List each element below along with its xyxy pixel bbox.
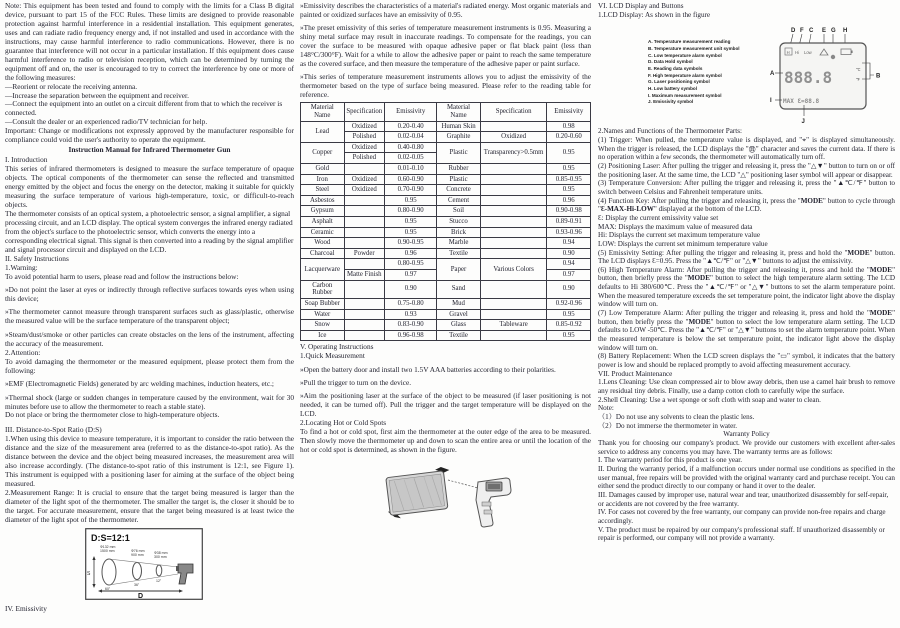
spot-inch-label: 36": [134, 582, 140, 587]
table-cell: 0.95: [547, 142, 591, 163]
table-cell: Oxidized: [344, 174, 385, 185]
spot-size-label: Φ76 mm: [131, 548, 145, 553]
paragraph: （1）Do not use any solvents to clean the plastic lens.: [598, 412, 755, 421]
table-cell: Snow: [301, 320, 345, 331]
paragraph: »The preset emissivity of this series of temperature measurement instruments is 0.95. Measuring a shiny metal surface may result in inaccurate readings. To compensate for the readings, you can cover the surface to be measured with opaque adhesive paper or flat black paint (less than 148°C/300°F). Wait for a while to allow the adhesive paper or paint to reach the same temperature as the covered surface, and then measure the temperature of the adhesive paper or paint surface.: [300, 23, 591, 68]
ds-ratio-label: D:S=12:1: [91, 532, 130, 543]
lcd-legend: [648, 39, 770, 106]
table-cell: Copper: [301, 142, 345, 163]
svg-text:A: A: [770, 71, 775, 78]
hi-alarm-icon: Hi: [795, 50, 799, 56]
table-cell: 0.95: [385, 227, 437, 238]
table-header-cell: Specification: [344, 102, 385, 121]
paragraph: V. The product must be repaired by our company's professional staff. If unauthorized disassembly or repair is performed, our company will not provide a warranty.: [598, 525, 885, 543]
table-cell: Transparency>0.5mm: [480, 142, 547, 163]
paragraph: Do not place or bring the thermometer close to high-temperature objects.: [5, 410, 220, 420]
paragraph: —Consult the dealer or an experienced radio/TV technician for help.: [5, 117, 208, 127]
paragraph: (6) High Temperature Alarm: After pulling the trigger and releasing it, press and hold the "MODE" button, then briefly press the "MODE" button to select the high temperature alarm setting. The LCD defaults to Hi 380/600℃. Press the "▲℃/℉" or "△▼" buttons to set the alarm temperature point. When the measured temperature exceeds the set temperature point, the indicator light above the display window will turn on.: [598, 265, 895, 309]
table-cell: Tableware: [480, 320, 547, 331]
thermometer-gun-icon: [476, 478, 511, 527]
table-cell: 0.90-0.95: [385, 238, 437, 249]
section-heading: II. Safety Instructions: [5, 253, 69, 263]
paragraph: —Reorient or relocate the receiving antenna.: [5, 81, 138, 91]
table-row: [301, 185, 591, 196]
column-left: [5, 2, 294, 614]
table-cell: Soap Bubber: [301, 298, 345, 309]
celsius-unit-icon: ℃: [856, 67, 861, 73]
paragraph: (1) Trigger: When pulled, the temperature value is displayed, and "⌖" is displayed simultaneously. When the trigger is released, the LCD displays the "Ⓗ" character and saves the current data. If there is no operation within a few seconds, the thermometer will automatically turn off.: [598, 135, 895, 162]
table-row: [301, 330, 591, 341]
table-cell: 0.90: [547, 280, 591, 298]
table-cell: 0.95: [547, 330, 591, 341]
section-heading: VII. Product Maintenance: [598, 369, 673, 378]
table-cell: [480, 217, 547, 228]
table-cell: 0.70-0.90: [385, 185, 437, 196]
table-cell: 0.93: [385, 309, 437, 320]
paragraph: 2.Shell Cleaning: Use a wet sponge or soft cloth with soap and water to clean.: [598, 395, 821, 404]
table-cell: Steel: [301, 185, 345, 196]
table-cell: 0.90: [385, 280, 437, 298]
table-cell: 0.20-0.60: [547, 132, 591, 143]
table-cell: [344, 309, 385, 320]
table-cell: 0.93-0.96: [547, 227, 591, 238]
column-right: [598, 2, 895, 543]
paragraph: 2.Measurement Range: It is crucial to ensure that the target being measured is larger than the diameter of the light spot of the thermometer. The smaller the target is, the closer it should be to the target. For accurate measurement, ensure that the target being measured is at least twice the diameter of the light spot of the thermometer.: [5, 488, 294, 524]
paragraph: 1.Lens Cleaning: Use clean compressed air to blow away debris, then use a camel hair brush to remove any residual tiny debris. Finally, use a damp cotton cloth to carefully wipe the surface.: [598, 378, 895, 395]
paragraph: 2.Attention:: [5, 347, 41, 357]
ds-figure-canvas: [85, 528, 203, 600]
spot-dist-label: 900 mm: [131, 552, 144, 557]
table-cell: Polished: [344, 132, 385, 143]
svg-text:I: I: [770, 98, 772, 105]
lcd-figure-canvas: [770, 23, 888, 125]
table-cell: Rubber: [437, 163, 481, 174]
table-cell: Oxidized: [344, 121, 385, 132]
table-cell: [344, 259, 385, 270]
legend-item: I. Maximum measurement symbol: [648, 92, 722, 98]
legend-item: A. Temperature measurement reading: [648, 39, 731, 45]
table-cell: 0.90: [547, 248, 591, 259]
spot-inch-label: 60": [105, 586, 111, 591]
section-heading: VI. LCD Display and Buttons: [598, 2, 684, 10]
paragraph: Important: Change or modifications not expressly approved by the manufacturer responsible for compliance could void the user's authority to operate the equipment.: [5, 126, 294, 145]
table-row: [301, 259, 591, 270]
table-cell: Polished: [344, 153, 385, 164]
table-cell: [344, 238, 385, 249]
paragraph: (7) Low Temperature Alarm: After pulling the trigger and releasing it, press and hold the "MODE" button, then briefly press the "MODE" button to select the low temperature alarm setting. The LCD defaults to LOW -50℃. Press the "▲℃/℉" or "△▼" buttons to set the alarm temperature point. When the measured temperature is below the set temperature point, the indicator light above the display window will turn on.: [598, 309, 895, 352]
table-cell: 0.96: [385, 248, 437, 259]
spot-dist-label: 300 mm: [154, 554, 167, 559]
table-cell: Lacquerware: [301, 259, 345, 280]
table-row: [301, 206, 591, 217]
svg-text:S: S: [87, 570, 91, 577]
table-row: [301, 174, 591, 185]
table-cell: 0.96-0.98: [385, 330, 437, 341]
table-cell: 0.92-0.96: [547, 298, 591, 309]
paragraph: »EMF (Electromagnetic Fields) generated by arc welding machines, induction heaters, etc.;: [5, 379, 274, 389]
table-cell: [480, 238, 547, 249]
paragraph: To avoid damaging the thermometer or the measured equipment, please protect them from the following:: [5, 356, 294, 375]
paragraph: The thermometer consists of an optical system, a photoelectric sensor, a signal amplifier, a signal processing circuit, and an LCD display. The optical system converges the infrared energy radiated from the object's surface to the photoelectric sensor, which converts the energy into a corresponding electrical signal. This signal is then converted into a reading by the signal amplifier and signal processor circuit and displayed on the LCD.: [5, 208, 294, 254]
table-cell: 0.02-0.04: [385, 132, 437, 143]
table-cell: 0.95: [547, 185, 591, 196]
table-cell: Various Colors: [480, 259, 547, 280]
paragraph: »Do not point the laser at eyes or indirectly through reflective surfaces towards eyes when using this device;: [5, 285, 294, 303]
paragraph: LOW: Displays the current set minimum temperature value: [598, 239, 768, 248]
table-cell: [480, 206, 547, 217]
table-cell: Glass: [437, 320, 481, 331]
table-cell: [344, 320, 385, 331]
table-cell: 0.94: [547, 238, 591, 249]
legend-item: G. Laser positioning symbol: [648, 79, 710, 85]
paragraph: 1.Quick Measurement: [300, 351, 365, 361]
table-cell: 0.20-0.40: [385, 121, 437, 132]
paragraph: Thank you for choosing our company's product. We provide our customers with excellent after-sales service to address any concerns you may have. The warranty terms are as follows:: [598, 438, 895, 456]
paragraph: (3) Temperature Conversion: After pulling the trigger and releasing it, press the "▲℃/℉" button to switch between Celsius and Fahrenheit temperature units.: [598, 179, 895, 196]
table-cell: Charcoal: [301, 248, 345, 259]
paragraph: This series of infrared thermometers is designed to measure the surface temperature of opaque objects. The optical components of the thermometer can sense the reflected and transmitted energy emitted by the object and focus the energy on the detector, making it suitable for quickly measuring the surface temperature of various high-temperature, toxic, or difficult-to-reach objects.: [5, 164, 294, 209]
table-cell: Ice: [301, 330, 345, 341]
svg-text:E: E: [822, 28, 827, 35]
table-cell: 0.98: [547, 121, 591, 132]
scan-figure-canvas: [378, 458, 528, 532]
laser-positioning-icon: [831, 55, 835, 59]
table-cell: Mud: [437, 298, 481, 309]
paragraph: （2）Do not immerse the thermometer in water.: [598, 421, 738, 430]
paragraph: 2.Locating Hot or Cold Spots: [300, 418, 387, 428]
table-cell: [480, 195, 547, 206]
paragraph: »Steam/dust/smoke or other particles can create obstacles on the lens of the instrument, affecting the accuracy of the measurement.: [5, 329, 294, 348]
table-cell: Textile: [437, 248, 481, 259]
paragraph: (5) Emissivity Setting: After pulling the trigger and releasing it, press and hold the "MODE" button. The LCD displays Ɛ=0.95. Press the "▲℃/℉" or "△▼" buttons to adjust the emissivity.: [598, 248, 896, 266]
table-row: [301, 132, 591, 143]
svg-text:F: F: [800, 28, 804, 35]
table-cell: [344, 330, 385, 341]
temperature-reading: 888.8: [784, 68, 833, 88]
svg-text:C: C: [809, 28, 814, 35]
legend-item: E. Reading data symbols: [648, 65, 703, 71]
paragraph: »Open the battery door and install two 1.5V AAA batteries according to their polarities.: [300, 364, 556, 374]
table-cell: Oxidized: [344, 142, 385, 153]
paragraph: MAX: Displays the maximum value of measured data: [598, 222, 753, 231]
legend-item: C. Low temperature alarm symbol: [648, 52, 722, 58]
table-cell: [480, 185, 547, 196]
paragraph: »Pull the trigger to turn on the device.: [300, 378, 412, 387]
table-cell: Asbestos: [301, 195, 345, 206]
paragraph: II. During the warranty period, if a malfunction occurs under normal use conditions as specified in the user manual, free repairs will be provided with the original warranty card and purchase receipt. You can either send the product directly to our company or hand it over to the dealer.: [598, 464, 895, 491]
table-cell: 0.97: [385, 270, 437, 281]
table-cell: Iron: [301, 174, 345, 185]
paragraph: 1.When using this device to measure temperature, it is important to consider the ratio between the distance and the size of the measurement area (referred to as the distance-to-spot ratio). As the distance between the device and the object being measured increases, the measurement area will also increase accordingly. (The distance-to-spot ratio of this instrument is 12:1, see Figure 1). This instrument is equipped with a positioning laser for aiming at the surface of the object being measured.: [5, 434, 294, 489]
paragraph: To avoid potential harm to users, please read and follow the instructions below:: [5, 271, 239, 281]
table-row: [301, 163, 591, 174]
table-row: [301, 238, 591, 249]
table-row: [301, 298, 591, 309]
table-cell: [344, 206, 385, 217]
table-row: [301, 309, 591, 320]
table-cell: [480, 163, 547, 174]
paragraph: »Thermal shock (large or sudden changes in temperature caused by the environment, wait for 30 minutes before use to allow the thermometer to reach a stable state).: [5, 392, 294, 411]
emissivity-table: [300, 102, 591, 341]
table-cell: 0.89-0.91: [547, 217, 591, 228]
paragraph: (4) Function Key: After pulling the trigger and releasing it, press the "MODE" button to cycle through "Ɛ-MAX-Hi-LOW" displayed at the bottom of the LCD.: [598, 196, 895, 214]
table-cell: 0.80-0.90: [385, 206, 437, 217]
table-cell: Powder: [344, 248, 385, 259]
table-row: [301, 320, 591, 331]
table-cell: Plastic: [437, 142, 481, 163]
table-cell: Graphite: [437, 132, 481, 143]
table-cell: [480, 174, 547, 185]
table-cell: Matte Finish: [344, 270, 385, 281]
table-row: [301, 227, 591, 238]
laser-beam-line: [448, 480, 478, 488]
paragraph: »The thermometer cannot measure through transparent surfaces such as glass/plastic, otherwise the measured value will be the surface temperature of the transparent object;: [5, 307, 294, 326]
table-cell: 0.40-0.80: [385, 142, 437, 153]
table-cell: [480, 248, 547, 259]
table-cell: Stucco: [437, 217, 481, 228]
table-cell: Human Skin: [437, 121, 481, 132]
table-cell: [480, 309, 547, 320]
table-header-cell: Material Name: [437, 102, 481, 121]
table-cell: 0.97: [547, 270, 591, 281]
table-cell: 0.95: [385, 217, 437, 228]
paragraph: III. Damages caused by improper use, natural wear and tear, unauthorized disassembly for self-repair, or accidents are not covered by the free warranty.: [598, 490, 889, 508]
svg-text:G: G: [831, 28, 836, 35]
table-cell: [480, 298, 547, 309]
svg-text:D: D: [138, 592, 144, 600]
table-cell: [344, 195, 385, 206]
table-header-cell: Emissivity: [385, 102, 437, 121]
table-cell: 0.95: [547, 309, 591, 320]
table-row: [301, 248, 591, 259]
paragraph: »Emissivity describes the characteristics of a material's radiated energy. Most organic materials and painted or oxidized surfaces have an emissivity of 0.95.: [300, 1, 591, 19]
paragraph: »This series of temperature measurement instruments allows you to adjust the emissivity of the thermometer based on the type of surface being measured. Please refer to the reading table for reference.: [300, 72, 591, 100]
table-row: [301, 195, 591, 206]
paragraph: (8) Battery Replacement: When the LCD screen displays the "▭" symbol, it indicates that the battery power is low and should be replaced promptly to avoid affecting measurement accuracy.: [598, 352, 895, 370]
svg-text:B: B: [876, 73, 881, 80]
paragraph: 2.Names and Functions of the Thermometer Parts:: [598, 127, 743, 136]
svg-text:D: D: [791, 28, 796, 35]
legend-item: B. Temperature measurement unit symbol: [648, 45, 740, 51]
paragraph: I. The warranty period for this product is one year.: [598, 456, 743, 465]
table-row: [301, 142, 591, 153]
table-header-cell: Specification: [480, 102, 547, 121]
warranty-heading: Warranty Policy: [723, 430, 770, 439]
legend-item: F. High temperature alarm symbol: [648, 72, 722, 78]
table-cell: Plastic: [437, 174, 481, 185]
table-cell: [480, 330, 547, 341]
table-cell: Paper: [437, 259, 481, 280]
fahrenheit-unit-icon: ℉: [856, 77, 860, 83]
table-cell: Carbon Rubber: [301, 280, 345, 298]
svg-text:H: H: [786, 50, 790, 56]
column-middle: [300, 2, 591, 537]
table-cell: [344, 227, 385, 238]
legend-item: J. Emissivity symbol: [648, 99, 694, 105]
paragraph: To find a hot or cold spot, first aim the thermometer at the outer edge of the area to be measured. Then slowly move the thermometer up and down to scan the entire area or until the location of the hot or cold spot is determined, as shown in the figure.: [300, 426, 591, 454]
table-cell: Oxidized: [480, 132, 547, 143]
table-cell: [480, 121, 547, 132]
spot-dist-label: 1500 mm: [100, 548, 115, 553]
table-cell: 0.60-0.90: [385, 174, 437, 185]
table-cell: Wood: [301, 238, 345, 249]
table-cell: Sand: [437, 280, 481, 298]
paragraph: 1.Warning:: [5, 262, 38, 272]
figure-lcd-display: [648, 23, 895, 125]
table-cell: Brick: [437, 227, 481, 238]
table-row: [301, 280, 591, 298]
paragraph: Note: This equipment has been tested and found to comply with the limits for a Class B digital device, pursuant to part 15 of the FCC Rules. These limits are designed to provide reasonable protection against harmful interference in a residential installation. This equipment generates, uses and can radiate radio frequency energy and, if not installed and used in accordance with the instructions, may cause harmful interference to radio communications. However, there is no guarantee that interference will not occur in a particular installation. If this equipment does cause harmful interference to radio or television reception, which can be determined by turning the equipment off and on, the user is encouraged to try to correct the interference by one or more of the following measures:: [5, 1, 294, 82]
mode-bar-reading: MAX Ɛ=88.8: [783, 98, 820, 106]
paragraph: IV. For cases not covered by the free warranty, our company can provide non-free repairs and charge accordingly.: [598, 508, 886, 525]
section-heading: I. Introduction: [5, 155, 48, 165]
table-cell: [344, 298, 385, 309]
table-cell: 0.96: [547, 195, 591, 206]
spot-inch-label: 12": [156, 578, 162, 583]
paragraph: —Connect the equipment into an outlet on a circuit different from that to which the receiver is connected.: [5, 99, 283, 118]
low-alarm-icon: Low: [804, 50, 812, 56]
table-cell: Oxidized: [344, 185, 385, 196]
spot-size-label: Φ132 mm: [100, 544, 116, 549]
paragraph: 1.LCD Display: As shown in the figure: [598, 10, 711, 19]
table-cell: Gold: [301, 163, 345, 174]
table-cell: Asphalt: [301, 217, 345, 228]
paragraph: Hi: Displays the current set maximum temperature value: [598, 231, 761, 240]
table-cell: Concrete: [437, 185, 481, 196]
table-cell: Lead: [301, 121, 345, 142]
table-cell: [344, 217, 385, 228]
paragraph: Note:: [598, 404, 614, 413]
svg-text:J: J: [801, 119, 805, 126]
table-cell: [344, 280, 385, 298]
figure-distance-to-spot: [85, 528, 294, 603]
table-cell: 0.95: [385, 195, 437, 206]
table-cell: Cement: [437, 195, 481, 206]
document-title: Instruction Manual for Infrared Thermometer Gun: [68, 145, 231, 155]
section-heading: IV. Emissivity: [5, 603, 47, 613]
table-cell: Gravel: [437, 309, 481, 320]
table-row: [301, 217, 591, 228]
table-cell: 0.94: [547, 259, 591, 270]
figure-hot-cold-scan: [378, 458, 591, 535]
table-cell: 0.85-0.95: [547, 174, 591, 185]
table-cell: 0.83-0.90: [385, 320, 437, 331]
table-cell: Textile: [437, 330, 481, 341]
table-cell: Water: [301, 309, 345, 320]
paragraph: Ɛ: Display the current emissivity value set: [598, 213, 719, 222]
section-heading: V. Operating Instructions: [300, 342, 374, 352]
legend-item: H. Low battery symbol: [648, 85, 698, 91]
table-cell: 0.75-0.80: [385, 298, 437, 309]
legend-item: D. Data Hold symbol: [648, 59, 693, 65]
table-cell: 0.85-0.92: [547, 320, 591, 331]
table-cell: Gypsum: [301, 206, 345, 217]
table-cell: [480, 227, 547, 238]
table-cell: Marble: [437, 238, 481, 249]
table-cell: 0.90-0.98: [547, 206, 591, 217]
table-header-cell: Emissivity: [547, 102, 591, 121]
table-cell: 0.02-0.05: [385, 153, 437, 164]
svg-text:H: H: [843, 28, 848, 35]
table-cell: Ceramic: [301, 227, 345, 238]
paragraph: »Aim the positioning laser at the surface of the object to be measured (if laser positioning is not needed, it can be turned off). Pull the trigger and the target temperature will be displayed on the LCD.: [300, 391, 591, 419]
measured-object: [383, 466, 454, 520]
table-cell: [480, 280, 547, 298]
paragraph: (2) Positioning Laser: After pulling the trigger and releasing it, press the "△▼" button to turn on or off the positioning laser. At the same time, the LCD "△" positioning laser symbol will appear or disappear.: [598, 161, 895, 179]
section-heading: III. Distance-to-Spot Ratio (D:S): [5, 425, 102, 435]
table-cell: Soil: [437, 206, 481, 217]
table-cell: 0.01-0.10: [385, 163, 437, 174]
spot-size-label: Φ38 mm: [154, 550, 168, 555]
table-cell: 0.95: [547, 163, 591, 174]
table-row: [301, 121, 591, 132]
table-cell: 0.80-0.95: [385, 259, 437, 270]
paragraph: —Increase the separation between the equipment and receiver.: [5, 90, 189, 100]
table-header-cell: Material Name: [301, 102, 345, 121]
table-cell: [344, 163, 385, 174]
